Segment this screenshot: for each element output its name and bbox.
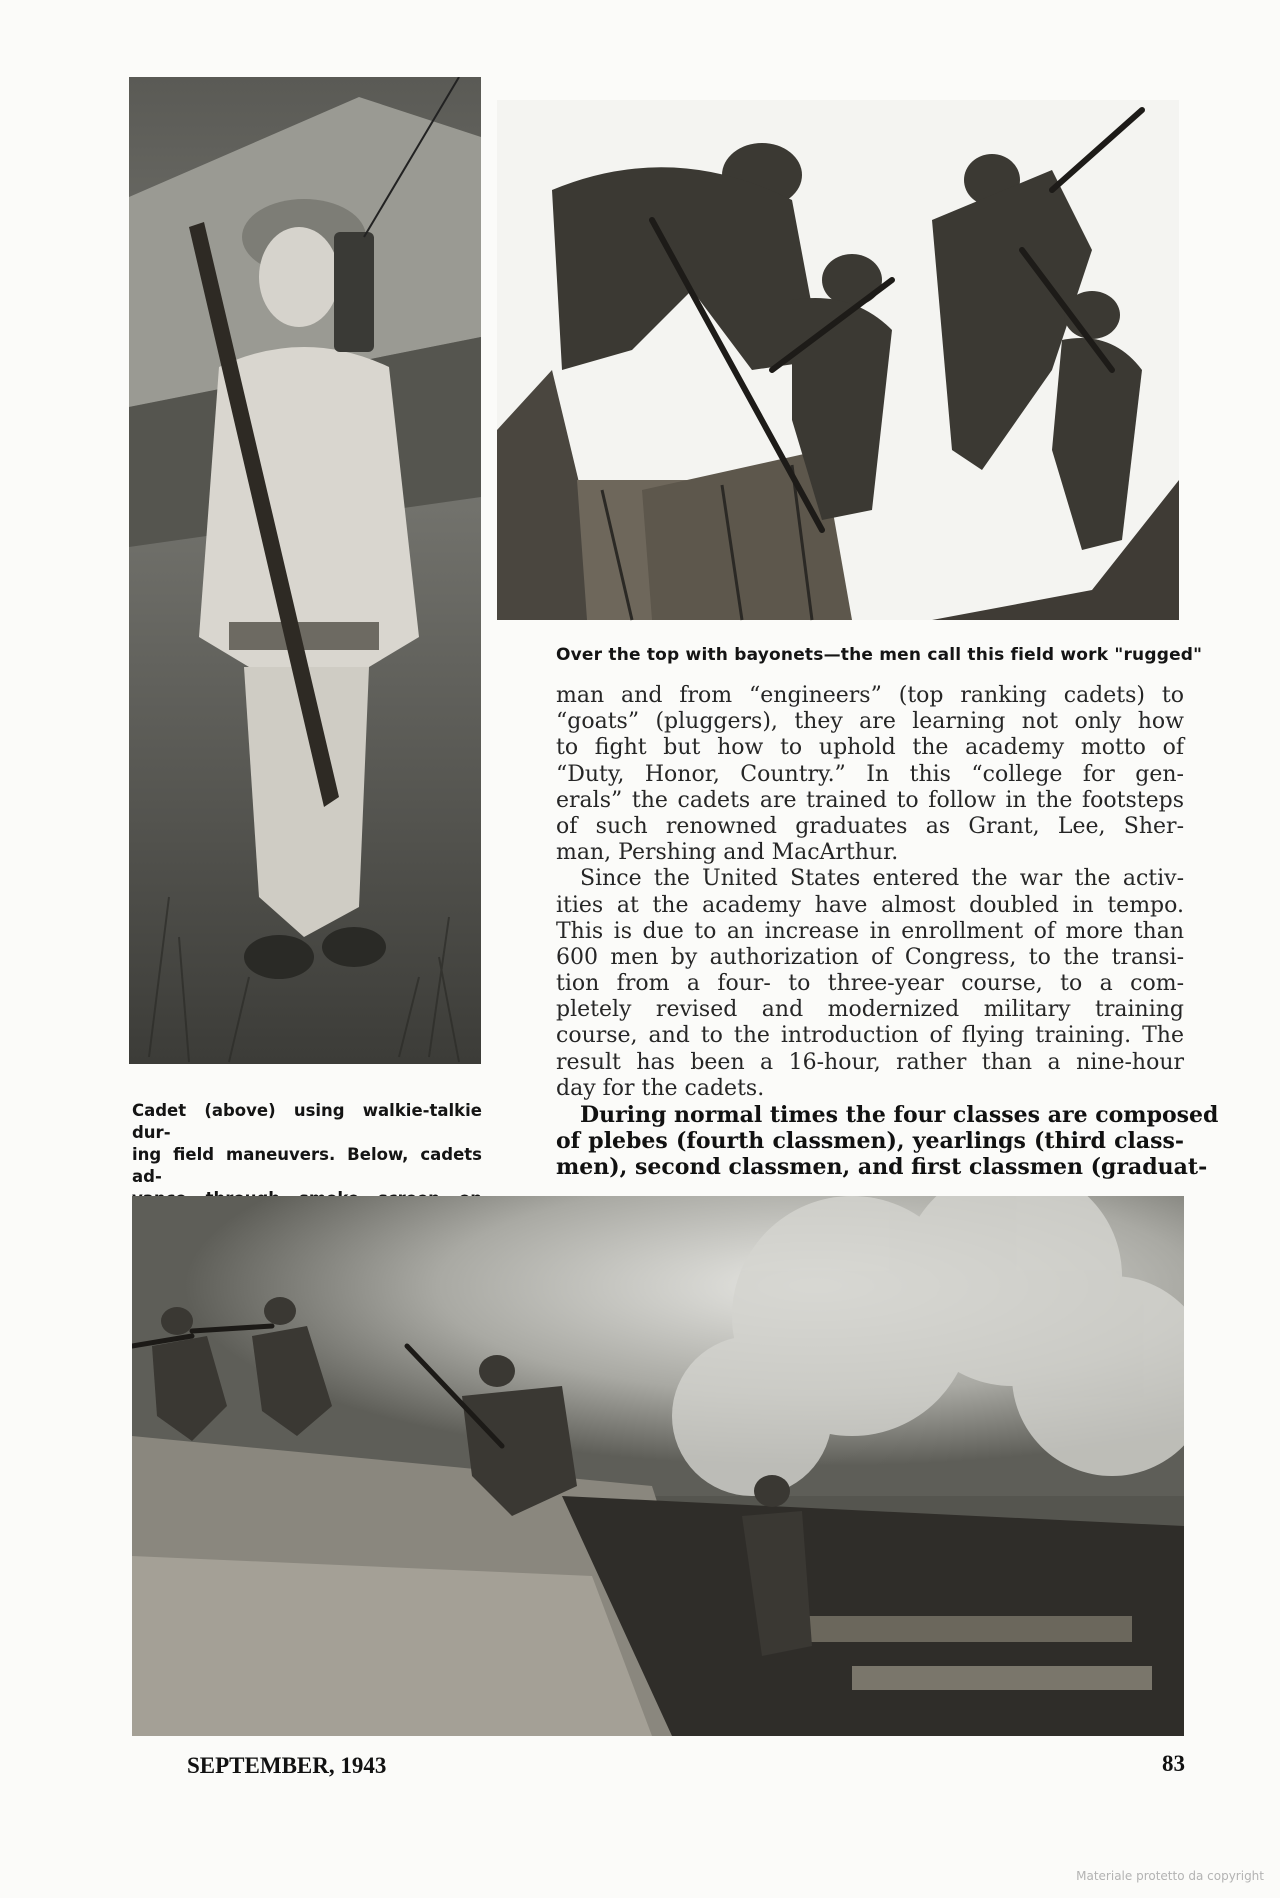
walkie-talkie-photo bbox=[129, 77, 481, 1064]
article-line: course, and to the introduction of flying training. The bbox=[556, 1023, 1184, 1049]
bayonet-photo bbox=[492, 70, 1184, 626]
bayonet-image bbox=[492, 70, 1184, 626]
article-line: ities at the academy have almost doubled in tempo. bbox=[556, 892, 1184, 918]
copyright-watermark: Materiale protetto da copyright bbox=[1076, 1869, 1264, 1883]
article-line: day for the cadets. bbox=[556, 1075, 765, 1101]
caption-line: Cadet (above) using walkie-talkie dur- bbox=[132, 1101, 482, 1142]
smoke-screen-photo bbox=[132, 1196, 1184, 1736]
article-line: During normal times the four classes are composed bbox=[580, 1102, 1219, 1128]
article-line: result has been a 16-hour, rather than a nine-hour bbox=[556, 1049, 1184, 1075]
article-line: man and from “engineers” (top ranking cadets) to bbox=[556, 683, 1184, 708]
article-line: “goats” (pluggers), they are learning not only how bbox=[556, 709, 1184, 735]
article-line: man, Pershing and MacArthur. bbox=[556, 840, 899, 866]
article-line: of such renowned graduates as Grant, Lee, Sher- bbox=[556, 813, 1184, 839]
walkie-talkie-image bbox=[129, 77, 481, 1064]
bayonet-photo-caption: Over the top with bayonets—the men call this field work "rugged" bbox=[556, 645, 1203, 665]
article-line: to fight but how to uphold the academy motto of bbox=[556, 735, 1184, 761]
article-line: 600 men by authorization of Congress, to the transi- bbox=[556, 944, 1184, 970]
article-line: tion from a four- to three-year course, to a com- bbox=[556, 971, 1184, 997]
issue-date: SEPTEMBER, 1943 bbox=[187, 1753, 387, 1778]
smoke-screen-image bbox=[132, 1196, 1184, 1736]
article-line: erals” the cadets are trained to follow in the footsteps bbox=[556, 787, 1184, 813]
article-line: of plebes (fourth classmen), yearlings (third class- bbox=[556, 1128, 1184, 1155]
article-line: Since the United States entered the war the activ- bbox=[580, 866, 1184, 892]
article-body bbox=[556, 683, 1219, 1181]
page-number: 83 bbox=[1162, 1751, 1185, 1776]
article-line: “Duty, Honor, Country.” In this “college for gen- bbox=[556, 761, 1184, 787]
article-line: This is due to an increase in enrollment of more than bbox=[556, 918, 1184, 944]
article-line: pletely revised and modernized military training bbox=[556, 997, 1184, 1023]
article-line: men), second classmen, and first classmen (graduat- bbox=[556, 1154, 1208, 1181]
caption-line: ing field maneuvers. Below, cadets ad- bbox=[132, 1145, 482, 1186]
